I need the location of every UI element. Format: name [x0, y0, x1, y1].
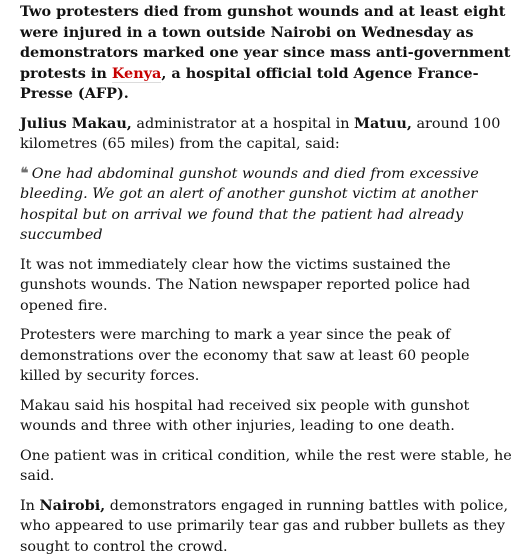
paragraph-gunshots: It was not immediately clear how the victims sustained the gunshots wounds. The Nation newspaper reported police had opened fire. — [20, 255, 514, 317]
person-name: Julius Makau, — [20, 115, 132, 132]
makau-text-mid: administrator at a hospital in — [132, 116, 354, 132]
nairobi-text-start: In — [20, 498, 40, 514]
paragraph-condition: One patient was in critical condition, while the rest were stable, he said. — [20, 446, 514, 487]
lead-text-start: Two protesters died from gunshot wounds and at least eight were injured in a town outside Nairobi on Wednesday as demonstrators marked one year since mass anti-government protests in — [20, 3, 510, 82]
makau-text-rest: around 100 kilometres (65 miles) from the capital, said: — [20, 116, 500, 153]
paragraph-protesters: Protesters were marching to mark a year since the peak of demonstrations over the economy that saw at least 60 people killed by security forces. — [20, 325, 514, 387]
place-name-matuu: Matuu, — [354, 115, 412, 132]
lead-text-end: , a hospital official told Agence France-Presse (AFP). — [20, 65, 479, 103]
quote-icon: ❛❛ — [20, 164, 26, 185]
blockquote — [20, 164, 514, 246]
quote-text: One had abdominal gunshot wounds and died from excessive bleeding. We got an alert of another gunshot victim at another hospital but on arrival we found that the patient had already succumbed — [20, 166, 479, 244]
place-name-nairobi: Nairobi, — [40, 497, 106, 514]
kenya-link[interactable]: Kenya — [112, 65, 162, 83]
nairobi-paragraph — [20, 496, 514, 557]
makau-paragraph — [20, 114, 514, 155]
nairobi-text-rest: demonstrators engaged in running battles with police, who appeared to use primarily tear gas and rubber bullets as they sought to control the crowd. — [20, 498, 508, 555]
lead-paragraph — [20, 2, 514, 105]
paragraph-hospital: Makau said his hospital had received six people with gunshot wounds and three with other injuries, leading to one death. — [20, 396, 514, 437]
